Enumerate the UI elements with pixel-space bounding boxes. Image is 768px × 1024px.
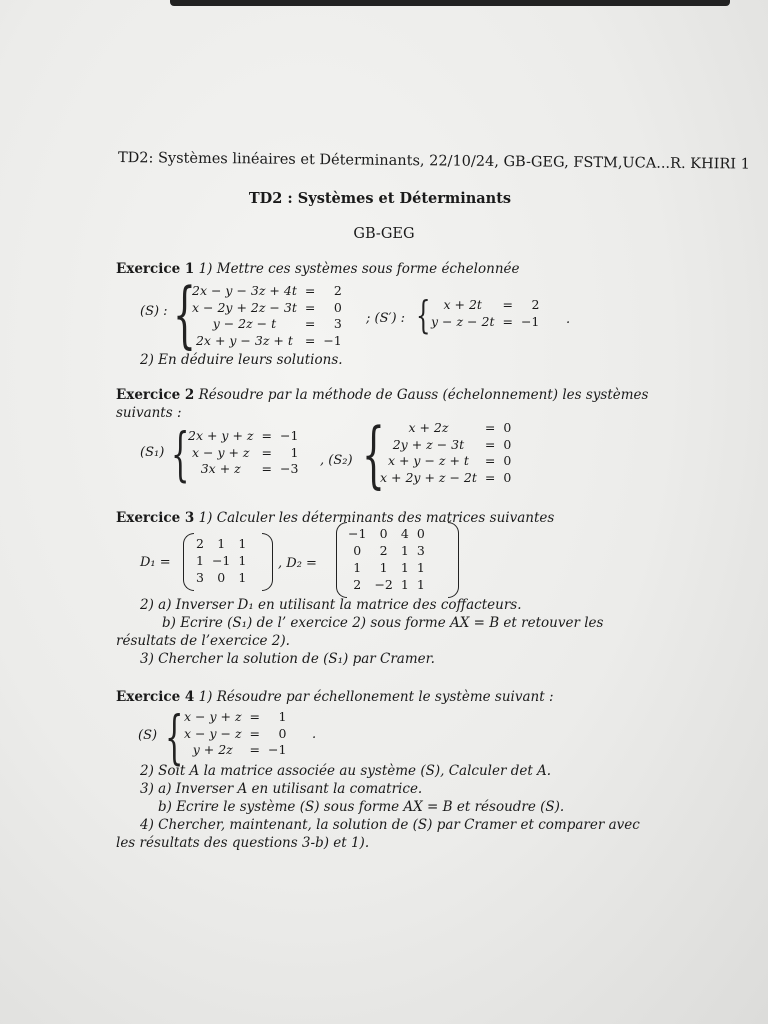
equation-equals: = <box>304 316 316 331</box>
matrix-row <box>344 542 429 559</box>
equation-equals: = <box>261 444 272 460</box>
equation-row <box>376 453 515 470</box>
matrix-entry: 1 <box>196 553 204 568</box>
equation-lhs: 3x + z <box>200 461 241 476</box>
equation-lhs: x + 2t <box>443 297 482 312</box>
system-S-table <box>188 283 346 349</box>
equation-rhs: −3 <box>279 461 299 476</box>
matrix-entry: 0 <box>217 570 226 585</box>
exercise-3-question-3: 3) Chercher la solution de (S₁) par Cramer. <box>140 651 435 667</box>
matrix-entry: 1 <box>400 560 409 575</box>
system-Sprime-brace: { <box>416 293 431 337</box>
matrix-entry: 0 <box>416 526 425 541</box>
exercise-3-question-2a: 2) a) Inverser D₁ en utilisant la matrice des coffacteurs. <box>140 597 522 613</box>
matrix-row <box>344 525 429 542</box>
matrix-row <box>192 552 250 569</box>
equation-equals: = <box>502 297 513 312</box>
system-S2-name: , (S₂) <box>320 453 353 468</box>
system-Sprime-end: . <box>566 312 571 327</box>
equation-rhs: −1 <box>279 428 299 443</box>
equation-rhs: 0 <box>333 299 342 315</box>
page-header: TD2: Systèmes linéaires et Déterminants, 22/10/24, GB-GEG, FSTM,UCA...R. KHIRI 1 <box>117 150 750 173</box>
matrix-entry: 1 <box>238 536 247 551</box>
equation-rhs: 0 <box>503 469 512 485</box>
equation-lhs: 2x + y + z <box>188 428 254 443</box>
exercise-3-label: Exercice 3 <box>116 510 195 526</box>
equation-equals: = <box>502 313 513 329</box>
equation-lhs: x + 2y + z − 2t <box>380 469 477 485</box>
matrix-entry: 1 <box>400 543 409 558</box>
equation-rhs: 2 <box>333 283 342 298</box>
equation-rhs: 0 <box>278 725 287 741</box>
equation-equals: = <box>484 453 496 468</box>
equation-row <box>188 283 346 300</box>
exercise-4-question-3b: b) Ecrire le système (S) sous forme AX = B et résoudre (S). <box>158 799 565 815</box>
system-S4-brace: { <box>165 703 184 771</box>
equation-lhs: x − y − z <box>184 725 242 741</box>
equation-lhs: x − y + z <box>184 709 242 724</box>
matrix-row <box>192 535 250 552</box>
equation-equals: = <box>304 332 316 348</box>
matrix-entry: −1 <box>211 553 231 568</box>
matrix-entry: 2 <box>379 543 388 558</box>
exercise-1-question-2: 2) En déduire leurs solutions. <box>140 352 343 368</box>
matrix-row <box>192 569 250 586</box>
matrix-row <box>344 576 429 593</box>
matrix-entry: 0 <box>353 543 362 558</box>
matrix-entry: 3 <box>196 570 204 585</box>
equation-rhs: −1 <box>268 742 287 757</box>
equation-lhs: x + 2z <box>408 420 449 435</box>
page-title: TD2 : Systèmes et Déterminants <box>248 190 512 207</box>
exercise-2-heading <box>116 387 648 403</box>
page-subtitle: GB-GEG <box>353 226 415 242</box>
matrix-entry: 1 <box>416 577 425 592</box>
system-Sprime-table <box>427 297 543 330</box>
matrix-row <box>344 559 429 576</box>
matrix-entry: 4 <box>400 526 409 541</box>
equation-row <box>180 709 290 726</box>
equation-equals: = <box>484 420 496 435</box>
equation-row <box>180 742 290 759</box>
exercise-3-question-1: 1) Calculer les déterminants des matrices suivantes <box>198 510 555 526</box>
equation-row <box>376 437 515 454</box>
matrix-D1-label: D₁ = <box>140 555 171 570</box>
equation-lhs: x + y − z + t <box>387 453 469 468</box>
matrix-D2-label: , D₂ = <box>278 556 317 571</box>
equation-equals: = <box>484 436 496 452</box>
equation-rhs: 0 <box>503 453 512 468</box>
equation-equals: = <box>261 461 272 476</box>
system-S1-name: (S₁) <box>140 445 165 460</box>
matrix-entry: 1 <box>238 553 247 568</box>
exercise-4-question-2: 2) Soit A la matrice associée au système (S), Calculer det A. <box>140 763 552 779</box>
equation-row <box>376 470 515 487</box>
exercise-1-label: Exercice 1 <box>116 261 195 277</box>
equation-rhs: 0 <box>503 420 512 435</box>
equation-lhs: x − 2y + 2z − 3t <box>192 299 297 315</box>
equation-row <box>427 314 543 331</box>
equation-lhs: y + 2z <box>192 742 233 757</box>
system-S2-table <box>376 420 515 486</box>
exercise-4-label: Exercice 4 <box>116 689 195 705</box>
exercise-2-question-line-1: Résoudre par la méthode de Gauss (échelonnement) les systèmes <box>198 387 649 403</box>
system-Sprime-name: ; (S′) : <box>366 311 406 326</box>
equation-rhs: 2 <box>531 297 540 312</box>
exercise-2-question-line-2: suivants : <box>116 405 182 421</box>
matrix-entry: 1 <box>400 577 409 592</box>
equation-lhs: y − z − 2t <box>431 313 495 329</box>
equation-rhs: 1 <box>290 444 299 460</box>
matrix-entry: 3 <box>416 543 425 558</box>
equation-rhs: 0 <box>503 436 512 452</box>
equation-row <box>184 428 302 445</box>
equation-equals: = <box>484 469 496 485</box>
matrix-entry: 2 <box>353 577 362 592</box>
equation-row <box>188 333 346 350</box>
exercise-3-question-2b-line-2: résultats de l’exercice 2). <box>116 633 290 649</box>
exercise-4-question-3a: 3) a) Inverser A en utilisant la comatrice. <box>140 781 423 797</box>
equation-lhs: 2x − y − 3z + 4t <box>192 283 297 298</box>
equation-equals: = <box>249 709 261 724</box>
matrix-entry: 0 <box>379 526 388 541</box>
system-S2-brace: { <box>362 412 385 496</box>
equation-rhs: 3 <box>333 316 342 331</box>
matrix-D2-right-paren <box>448 522 459 598</box>
matrix-D2 <box>344 525 429 593</box>
system-S-brace: { <box>173 272 196 356</box>
equation-lhs: y − 2z − t <box>212 316 277 331</box>
system-S4-end: . <box>312 727 317 742</box>
equation-rhs: 1 <box>278 709 287 724</box>
matrix-entry: 1 <box>353 560 362 575</box>
matrix-entry: 2 <box>196 536 204 551</box>
equation-row <box>180 726 290 743</box>
matrix-entry: 1 <box>379 560 388 575</box>
equation-equals: = <box>304 299 316 315</box>
exercise-3-question-2b-line-1: b) Ecrire (S₁) de l’ exercice 2) sous forme AX = B et retouver les <box>162 615 604 631</box>
equation-equals: = <box>249 725 261 741</box>
matrix-entry: 1 <box>217 536 226 551</box>
exercise-4-question-4-line-1: 4) Chercher, maintenant, la solution de (S) par Cramer et comparer avec <box>140 817 640 833</box>
equation-row <box>188 316 346 333</box>
equation-equals: = <box>304 283 316 298</box>
system-S-name: (S) : <box>140 304 168 319</box>
equation-row <box>427 297 543 314</box>
system-S1-brace: { <box>171 420 190 488</box>
matrix-entry: −2 <box>374 577 393 592</box>
exercise-4-question-1: 1) Résoudre par échellonement le système suivant : <box>198 689 554 705</box>
exercise-1-question-1: 1) Mettre ces systèmes sous forme échelonnée <box>198 261 520 277</box>
exercise-4-question-4-line-2: les résultats des questions 3-b) et 1). <box>116 835 370 851</box>
matrix-entry: −1 <box>348 526 367 541</box>
equation-rhs: −1 <box>323 332 342 348</box>
system-S1-table <box>184 428 302 478</box>
equation-lhs: x − y + z <box>191 444 250 460</box>
system-S4-name: (S) <box>138 728 158 743</box>
exercise-2-label: Exercice 2 <box>116 387 195 403</box>
equation-equals: = <box>261 428 272 443</box>
matrix-D1 <box>192 535 250 586</box>
equation-rhs: −1 <box>520 313 540 329</box>
system-S4-table <box>180 709 290 759</box>
equation-row <box>376 420 515 437</box>
equation-lhs: 2y + z − 3t <box>392 436 465 452</box>
matrix-entry: 1 <box>238 570 247 585</box>
matrix-D1-right-paren <box>262 533 273 591</box>
equation-row <box>184 461 302 478</box>
equation-row <box>188 300 346 317</box>
equation-lhs: 2x + y − 3z + t <box>195 332 293 348</box>
equation-equals: = <box>249 742 261 757</box>
matrix-entry: 1 <box>416 560 425 575</box>
exercise-3-heading <box>116 510 554 526</box>
equation-row <box>184 445 302 462</box>
